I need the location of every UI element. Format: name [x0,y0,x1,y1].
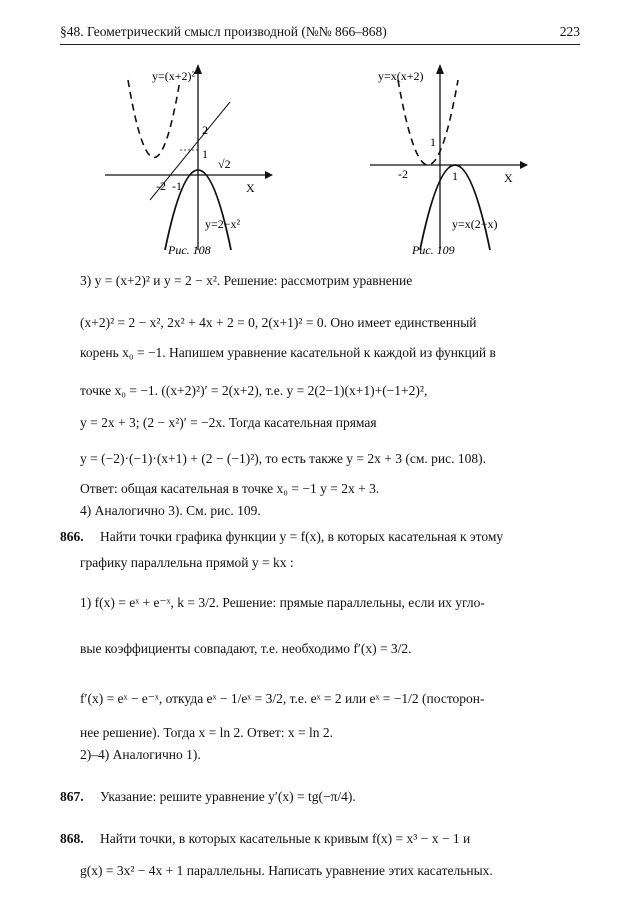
figure-109 [370,64,528,257]
text-line: 4) Аналогично 3). См. рис. 109. [80,503,261,518]
figure-caption: Рис. 109 [412,243,455,257]
axis-x-label: X [246,181,255,195]
tick-1-x: 1 [452,169,458,183]
y-axis-arrow [436,64,444,74]
y-axis-arrow [194,64,202,74]
figure-caption: Рис. 108 [168,243,211,257]
axis-x-label: X [504,171,513,185]
page-number: 223 [559,24,580,39]
x-axis-arrow [520,161,528,169]
figures [60,50,580,260]
running-header [60,22,580,45]
text-line: вые коэффициенты совпадают, т.е. необходимо f′(x) = 3/2. [80,641,412,656]
text-line: 3) y = (x+2)² и y = 2 − x². Решение: рассмотрим уравнение [80,273,413,288]
text-line: y = (−2)·(−1)·(x+1) + (2 − (−1)²), то есть также y = 2x + 3 (см. рис. 108). [80,451,486,466]
running-title: §48. Геометрический смысл производной (№№ 866–868) [60,24,387,39]
text-line: 2)–4) Аналогично 1). [80,747,201,762]
curve-parabola-dashed [128,80,180,158]
problem-number-868: 868. [60,831,84,846]
text-line: корень x₀ = −1. Напишем уравнение касательной к каждой из функций в [80,345,496,360]
text-line: точке x₀ = −1. ((x+2)²)′ = 2(x+2), т.е. y = 2(2−1)(x+1)+(−1+2)², [80,383,428,398]
label-bottom: y=x(2−x) [452,217,498,231]
tick-minus1: -1 [172,179,182,193]
text-line: графику параллельна прямой y = kx : [80,555,294,570]
tick-1-y: 1 [430,135,436,149]
tick-sqrt2: √2 [218,157,231,171]
answer-line: Ответ: общая касательная в точке x₀ = −1 y = 2x + 3. [80,481,380,496]
problem-866-text: Найти точки графика функции y = f(x), в которых касательная к этому [100,529,504,544]
text-line: g(x) = 3x² − 4x + 1 параллельны. Написать уравнение этих касательных. [80,863,493,878]
tick-1: 1 [202,147,208,161]
label-top: y=x(x+2) [378,69,424,83]
problem-number-867: 867. [60,789,84,804]
problem-number-866: 866. [60,529,84,544]
label-top: y=(x+2)² [152,69,196,83]
text-line: нее решение). Тогда x = ln 2. Ответ: x = ln 2. [80,725,334,740]
tick-2: 2 [202,123,208,137]
problem-868-text: Найти точки, в которых касательные к кривым f(x) = x³ − x − 1 и [100,831,471,846]
problem-867-text: Указание: решите уравнение y′(x) = tg(−π/4). [100,789,356,804]
x-axis-arrow [265,171,273,179]
tick-minus2: -2 [156,179,166,193]
text-line: f′(x) = eˣ − e⁻ˣ, откуда eˣ − 1/eˣ = 3/2, т.е. eˣ = 2 или eˣ = −1/2 (посторон- [80,691,485,706]
text-line: 1) f(x) = eˣ + e⁻ˣ, k = 3/2. Решение: прямые параллельны, если их угло- [80,595,485,610]
tick-minus2: -2 [398,167,408,181]
text-line: y = 2x + 3; (2 − x²)′ = −2x. Тогда касательная прямая [80,415,377,430]
label-bottom: y=2−x² [205,217,241,231]
figure-108 [105,64,273,257]
curve-parabola-dashed [398,80,458,165]
figures-svg [60,50,580,260]
text-line: (x+2)² = 2 − x², 2x² + 4x + 2 = 0, 2(x+1)² = 0. Оно имеет единственный [80,315,477,330]
